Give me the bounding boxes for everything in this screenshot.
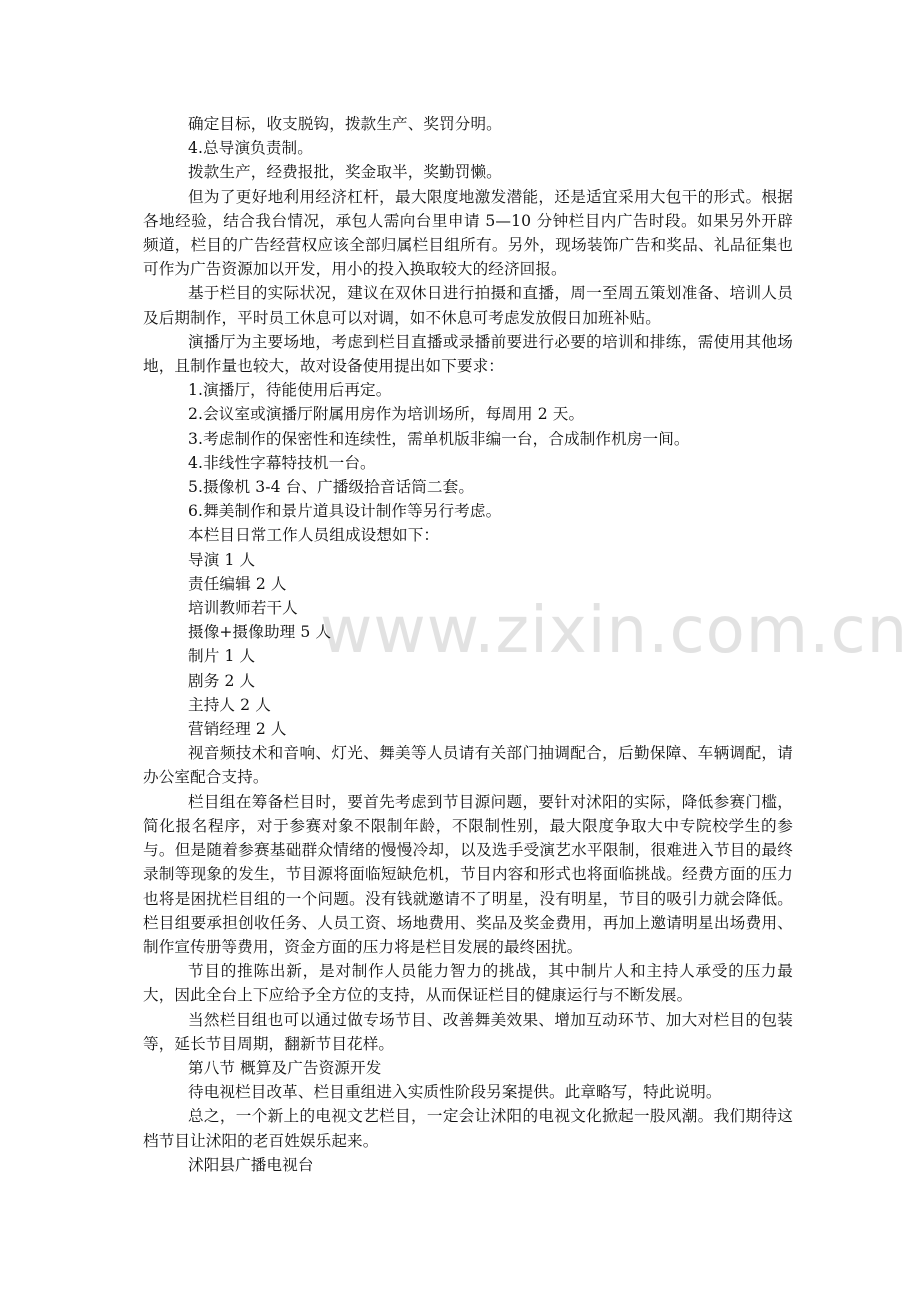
document-body — [143, 112, 793, 1177]
paragraph: 基于栏目的实际状况，建议在双休日进行拍摄和直播，周一至周五策划准备、培训人员及后期制作，平时员工休息可以对调，如不休息可考虑发放假日加班补贴。 — [143, 284, 793, 327]
list-item: 4.非线性字幕特技机一台。 — [188, 453, 376, 472]
list-item: 3.考虑制作的保密性和连续性，需单机版非编一台，合成制作机房一间。 — [188, 429, 690, 448]
paragraph: 总之，一个新上的电视文艺栏目，一定会让沭阳的电视文化掀起一股风潮。我们期待这档节目让沭阳的老百姓娱乐起来。 — [143, 1107, 793, 1150]
staff-item: 摄像+摄像助理 5 人 — [188, 623, 332, 642]
paragraph: 确定目标，收支脱钩，拨款生产、奖罚分明。 — [188, 115, 502, 133]
paragraph: 当然栏目组也可以通过做专场节目、改善舞美效果、增加互动环节、加大对栏目的包装等，延长节目周期，翻新节目花样。 — [143, 1010, 793, 1053]
staff-item: 导演 1 人 — [188, 550, 256, 569]
paragraph: 栏目组在筹备栏目时，要首先考虑到节目源问题，要针对沭阳的实际，降低参赛门槛，简化报名程序，对于参赛对象不限制年龄，不限制性别，最大限度争取大中专院校学生的参与。但是随着参赛基础群众情绪的慢慢冷却，以及选手受演艺水平限制，很难进入节目的最终录制等现象的发生，节目源将面临短缺危机，节目内容和形式也将面临挑战。经费方面的压力也将是困扰栏目组的一个问题。没有钱就邀请不了明星，没有明星，节目的吸引力就会降低。栏目组要承担创收任务、人员工资、场地费用、奖品及奖金费用，再加上邀请明星出场费用、制作宣传册等费用，资金方面的压力将是栏目发展的最终困扰。 — [143, 792, 793, 956]
staff-item: 培训教师若干人 — [188, 599, 298, 618]
paragraph: 节目的推陈出新，是对制作人员能力智力的挑战，其中制片人和主持人承受的压力最大，因此全台上下应给予全方位的支持，从而保证栏目的健康运行与不断发展。 — [143, 962, 793, 1005]
paragraph: 待电视栏目改革、栏目重组进入实质性阶段另案提供。此章略写，特此说明。 — [188, 1083, 722, 1102]
paragraph: 演播厅为主要场地，考虑到栏目直播或录播前要进行必要的培训和排练，需使用其他场地，且制作量也较大，故对设备使用提出如下要求： — [143, 332, 793, 376]
staff-item: 制片 1 人 — [188, 647, 256, 666]
staff-item: 主持人 2 人 — [188, 695, 271, 714]
list-item: 5.摄像机 3-4 台、广播级拾音话筒二套。 — [188, 478, 475, 497]
watermark: www.zixin.com.cn — [320, 594, 909, 668]
paragraph: 但为了更好地利用经济杠杆，最大限度地激发潜能，还是适宜采用大包干的形式。根据各地经验，结合我台情况，承包人需向台里申请 5—10 分钟栏目内广告时段。如果另外开辟频道，栏目的广告经营权应该全部归属栏目组所有。另外，现场装饰广告和奖品、礼品征集也可作为广告资源加以开发，用小的投入换取较大的经济回报。 — [143, 187, 793, 279]
section-heading: 第八节 概算及广告资源开发 — [188, 1058, 382, 1077]
list-item: 1.演播厅，待能使用后再定。 — [188, 381, 392, 400]
staff-item: 营销经理 2 人 — [188, 720, 287, 739]
paragraph: 拨款生产，经费报批，奖金取半，奖勤罚懒。 — [188, 163, 502, 182]
list-item: 2.会议室或演播厅附属用房作为培训场所，每周用 2 天。 — [188, 405, 585, 424]
paragraph: 视音频技术和音响、灯光、舞美等人员请有关部门抽调配合，后勤保障、车辆调配，请办公室配合支持。 — [143, 744, 793, 787]
signature-line: 沭阳县广播电视台 — [188, 1155, 314, 1174]
staff-item: 剧务 2 人 — [188, 671, 256, 690]
paragraph: 本栏目日常工作人员组成设想如下： — [188, 526, 440, 545]
paragraph: 4.总导演负责制。 — [188, 139, 313, 158]
list-item: 6.舞美制作和景片道具设计制作等另行考虑。 — [188, 502, 502, 521]
staff-item: 责任编辑 2 人 — [188, 574, 287, 593]
